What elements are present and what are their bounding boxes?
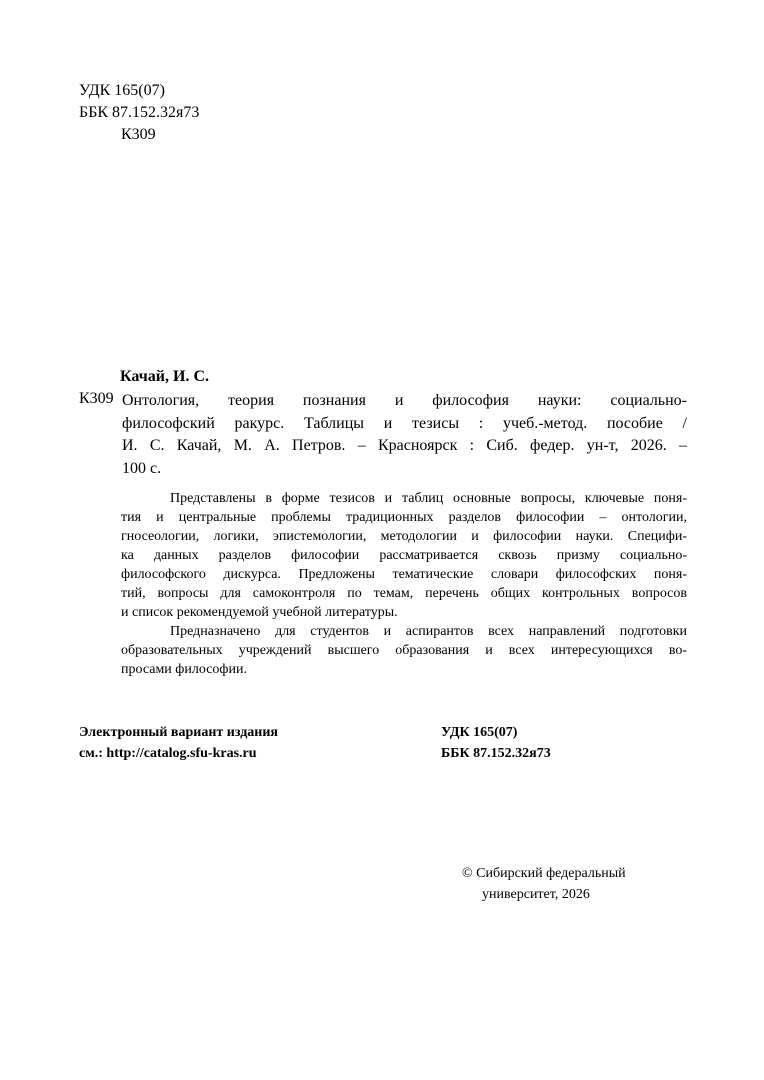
annotation-line: гносеологии, логики, эпистемологии, методологии и философии науки. Специфи-	[121, 529, 687, 544]
classification-codes-bottom	[441, 722, 551, 764]
author-heading: Качай, И. С.	[120, 368, 209, 385]
bbk-code: ББК 87.152.32я73	[79, 104, 200, 121]
copyright-line: университет, 2026	[482, 887, 590, 902]
bib-line: 100 с.	[122, 459, 162, 477]
udk-code-bottom: УДК 165(07)	[441, 725, 518, 740]
annotation-line: просами философии.	[121, 662, 247, 677]
annotation-line: тия и центральные проблемы традиционных разделов философии – онтологии,	[121, 510, 687, 525]
electronic-version-note	[79, 722, 278, 764]
copyright-line: © Сибирский федеральный	[462, 866, 626, 881]
classification-codes-top	[79, 80, 199, 146]
annotation-paragraph-1	[121, 489, 687, 622]
annotation-line: Представлены в форме тезисов и таблиц основные вопросы, ключевые поня-	[170, 491, 687, 506]
author-mark-code: К309	[121, 126, 156, 143]
bibliographic-description	[122, 390, 687, 480]
annotation-paragraph-2	[121, 622, 687, 679]
bib-line: И. С. Качай, М. А. Петров. – Красноярск : Сиб. федер. ун-т, 2026. –	[122, 437, 687, 454]
annotation-line: и список рекомендуемой учебной литературы.	[121, 605, 398, 620]
annotation	[121, 489, 687, 679]
copyright-notice	[462, 863, 626, 905]
annotation-line: Предназначено для студентов и аспирантов всех направлений подготовки	[170, 624, 687, 639]
bib-line: философский ракурс. Таблицы и тезисы : учеб.-метод. пособие /	[122, 414, 687, 432]
annotation-line: ка данных разделов философии рассматривается сквозь призму социально-	[121, 548, 687, 563]
annotation-line: философского дискурса. Предложены тематические словари философских поня-	[121, 567, 687, 582]
udk-code: УДК 165(07)	[79, 82, 165, 99]
electronic-version-label: Электронный вариант издания	[79, 725, 278, 740]
bbk-code-bottom: ББК 87.152.32я73	[441, 746, 551, 761]
catalog-link: см.: http://catalog.sfu-kras.ru	[79, 746, 257, 761]
bib-line: Онтология, теория познания и философия науки: социально-	[122, 392, 687, 409]
author-mark: К309	[79, 390, 114, 407]
annotation-line: тий, вопросы для самоконтроля по темам, перечень общих контрольных вопросов	[121, 586, 687, 601]
annotation-line: образовательных учреждений высшего образования и всех интересующихся во-	[121, 643, 687, 658]
